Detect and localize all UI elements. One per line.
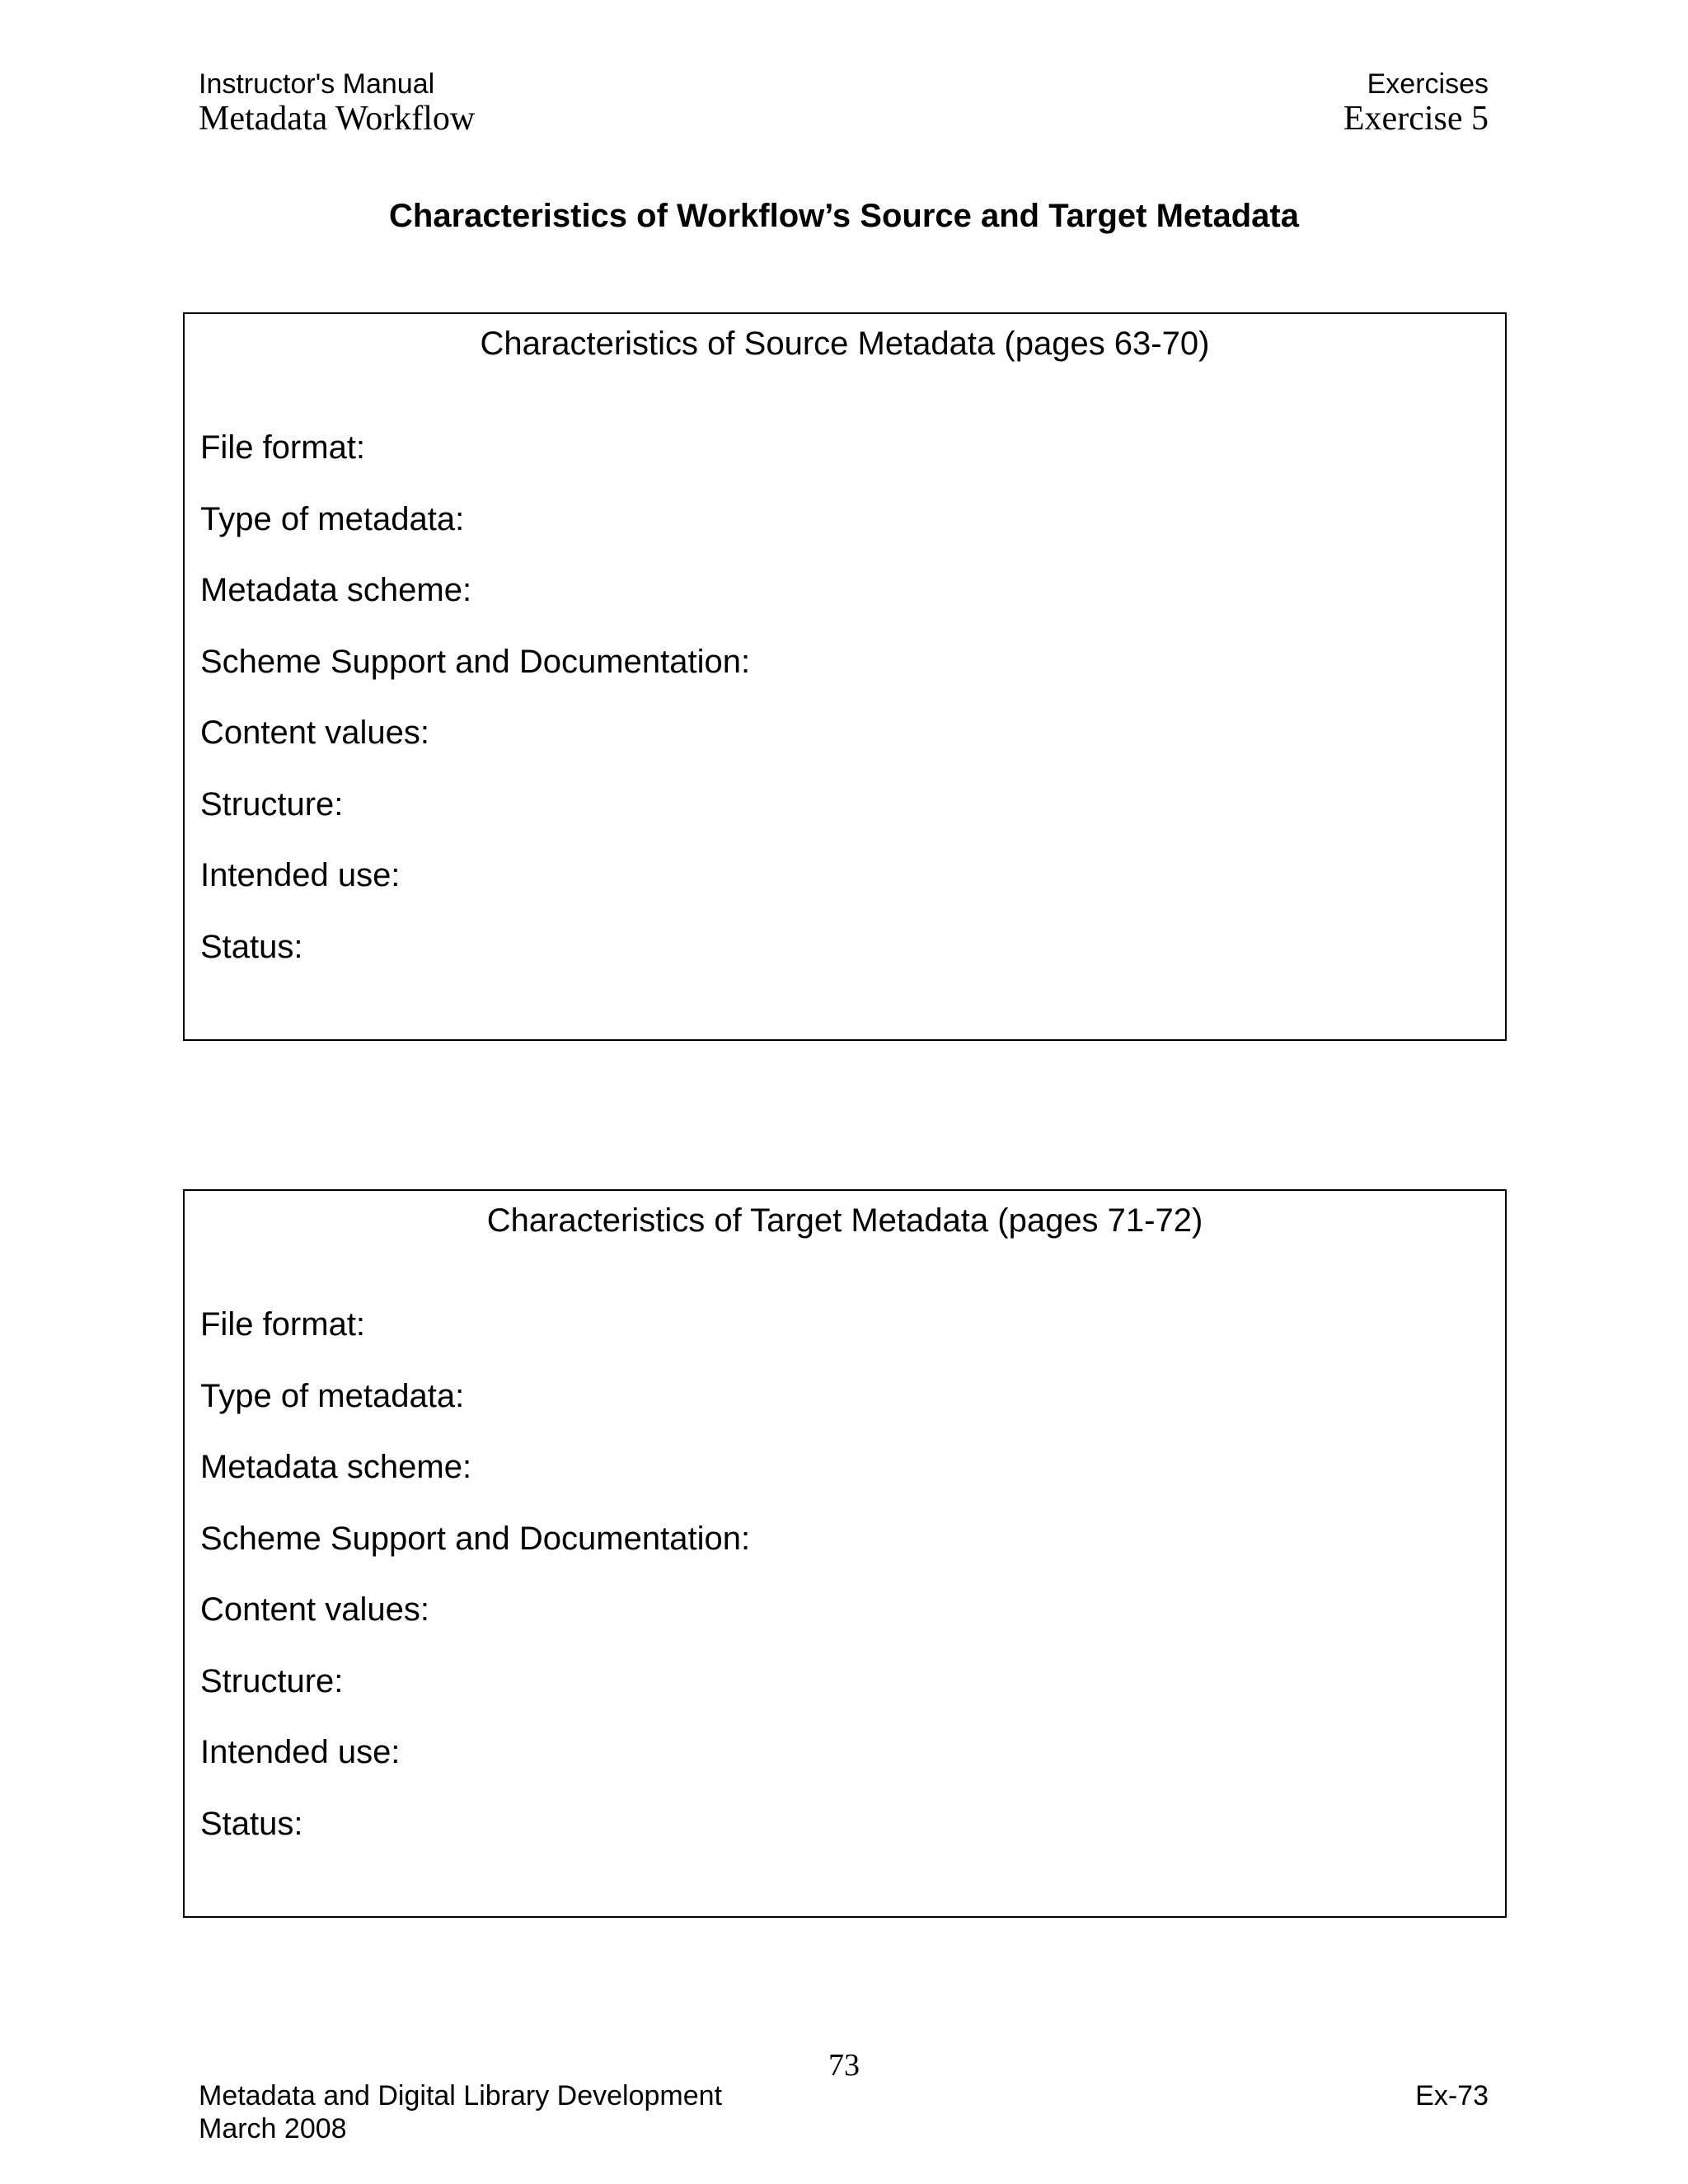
source-field-list bbox=[200, 428, 750, 998]
target-field-scheme-support: Scheme Support and Documentation: bbox=[200, 1520, 751, 1557]
target-metadata-box bbox=[183, 1189, 1507, 1918]
source-field-content-values: Content values: bbox=[200, 715, 429, 751]
header-manual-label: Instructor's Manual bbox=[199, 68, 435, 100]
target-field-type-of-metadata: Type of metadata: bbox=[200, 1377, 465, 1414]
target-field-content-values: Content values: bbox=[200, 1591, 429, 1628]
source-field-metadata-scheme: Metadata scheme: bbox=[200, 572, 472, 608]
target-field-intended-use: Intended use: bbox=[200, 1734, 401, 1770]
target-field-status: Status: bbox=[200, 1805, 303, 1842]
source-field-status: Status: bbox=[200, 928, 303, 965]
source-field-structure: Structure: bbox=[200, 785, 344, 823]
source-field-intended-use: Intended use: bbox=[200, 857, 401, 893]
target-box-title: Characteristics of Target Metadata (pages 71-72) bbox=[486, 1202, 1203, 1239]
target-field-file-format: File format: bbox=[200, 1306, 366, 1343]
header-exercise-number: Exercise 5 bbox=[1343, 100, 1489, 138]
source-metadata-box bbox=[183, 312, 1507, 1041]
page-title: Characteristics of Workflow’s Source and Target Metadata bbox=[389, 198, 1299, 234]
footer-page-code: Ex-73 bbox=[1415, 2080, 1489, 2111]
header-exercises-label: Exercises bbox=[1367, 68, 1489, 100]
footer-date: March 2008 bbox=[199, 2113, 347, 2144]
source-field-file-format: File format: bbox=[200, 429, 366, 466]
source-field-type-of-metadata: Type of metadata: bbox=[200, 500, 465, 537]
footer-course-title: Metadata and Digital Library Development bbox=[199, 2080, 723, 2111]
target-field-metadata-scheme: Metadata scheme: bbox=[200, 1449, 472, 1485]
source-box-title: Characteristics of Source Metadata (pages 63-70) bbox=[480, 326, 1210, 362]
target-field-list bbox=[200, 1305, 750, 1875]
header-workflow-title: Metadata Workflow bbox=[199, 100, 476, 138]
target-field-structure: Structure: bbox=[200, 1662, 344, 1699]
source-field-scheme-support: Scheme Support and Documentation: bbox=[200, 643, 751, 680]
page-number: 73 bbox=[828, 2048, 860, 2083]
